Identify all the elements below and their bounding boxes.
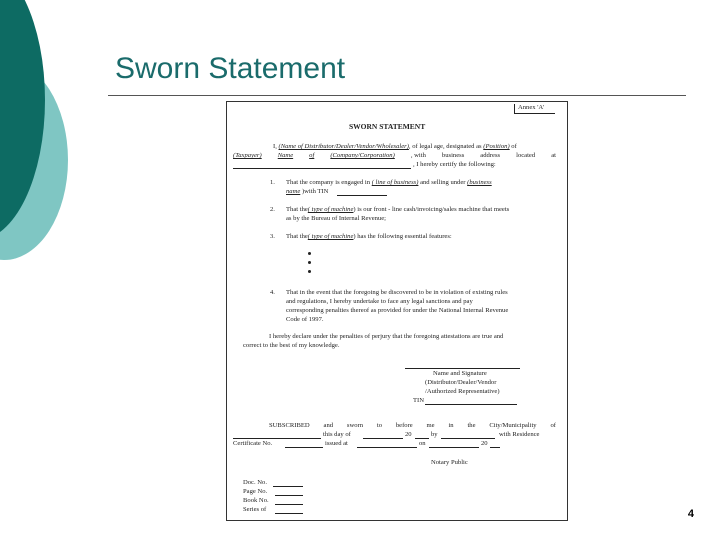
docket-series-of: Series of	[243, 506, 267, 513]
item-2-number: 2.	[270, 206, 275, 213]
docket-book-no: Book No.	[243, 497, 269, 504]
docket-book-blank	[275, 504, 303, 505]
intro-line-3: , I hereby certify the following:	[413, 161, 496, 168]
item-1-line-1: That the company is engaged in ( line of business) and selling under (business	[286, 179, 492, 186]
item-4-line-2: and regulations, I hereby undertake to face any legal sanctions and pay	[286, 298, 473, 305]
title-divider	[108, 95, 686, 96]
slide-title: Sworn Statement	[115, 52, 346, 85]
bullet-3	[308, 270, 311, 273]
subscribed-line-2b: 20	[405, 431, 412, 438]
subscribed-line-3b: issued at	[325, 440, 348, 447]
page-number: 4	[687, 508, 694, 520]
intro-line-1: I, (Name of Distributor/Dealer/Vendor/Wholesaler), of legal age, designated as (Position) of	[273, 143, 517, 150]
issued-on-blank	[429, 447, 479, 448]
subscribed-by-blank	[441, 438, 495, 439]
bullet-1	[308, 252, 311, 255]
subscribed-year-blank	[415, 438, 429, 439]
subscribed-line-3a: Certificate No.	[233, 440, 273, 447]
docket-doc-blank	[273, 486, 303, 487]
item-4-line-4: Code of 1997.	[286, 316, 324, 323]
subscribed-line-1: SUBSCRIBED and sworn to before me in the City/Municipality of	[269, 422, 556, 429]
subscribed-day-blank	[363, 438, 403, 439]
signature-name: Name and Signature	[433, 370, 487, 377]
intro-line-2: (Taxpayer) Name of (Company/Corporation) , with business address located at	[233, 152, 556, 159]
subscribed-line-2c: by	[431, 431, 438, 438]
document-heading: SWORN STATEMENT	[349, 122, 426, 131]
subscribed-line-2d: with Residence	[499, 431, 540, 438]
declaration-line-1: I hereby declare under the penalties of perjury that the foregoing attestations are true and	[269, 333, 504, 340]
declaration-line-2: correct to the best of my knowledge.	[243, 342, 340, 349]
tin-blank	[337, 195, 387, 196]
subscribed-line-2a: this day of	[323, 431, 351, 438]
item-2-line-1: That the( type of machine) is our front - line cash/invoicing/sales machine that meets	[286, 206, 510, 213]
docket-series-blank	[275, 513, 303, 514]
bullet-2	[308, 261, 311, 264]
subscribed-line-3c: on	[419, 440, 426, 447]
docket-page-no: Page No.	[243, 488, 268, 495]
item-3-number: 3.	[270, 233, 275, 240]
docket-doc-no: Doc. No.	[243, 479, 267, 486]
issued-year-blank	[490, 447, 500, 448]
subscribed-line-3d: 20	[481, 440, 488, 447]
signature-role-1: (Distributor/Dealer/Vendor	[425, 379, 497, 386]
notary-public-label: Notary Public	[431, 459, 468, 466]
item-4-line-3: corresponding penalties thereof as provided for under the National Internal Revenue	[286, 307, 509, 314]
subscribed-city-blank	[233, 438, 321, 439]
item-1-line-2: name )with TIN	[286, 188, 329, 195]
item-2-line-2: as by the Bureau of Internal Revenue;	[286, 215, 386, 222]
sworn-statement-document	[226, 101, 568, 521]
annex-label: Annex 'A'	[518, 104, 545, 111]
signature-tin: TIN	[413, 397, 424, 404]
item-4-line-1: That in the event that the foregoing be discovered to be in violation of existing rules	[286, 289, 508, 296]
docket-page-blank	[275, 495, 303, 496]
signature-line	[405, 368, 520, 369]
signature-role-2: /Authorized Representative)	[425, 388, 500, 395]
certificate-blank	[285, 447, 323, 448]
item-3-line-1: That the( type of machine) has the following essential features:	[286, 233, 452, 240]
item-4-number: 4.	[270, 289, 275, 296]
item-1-number: 1.	[270, 179, 275, 186]
signature-tin-blank	[425, 404, 517, 405]
issued-at-blank	[357, 447, 417, 448]
address-blank	[233, 168, 411, 169]
